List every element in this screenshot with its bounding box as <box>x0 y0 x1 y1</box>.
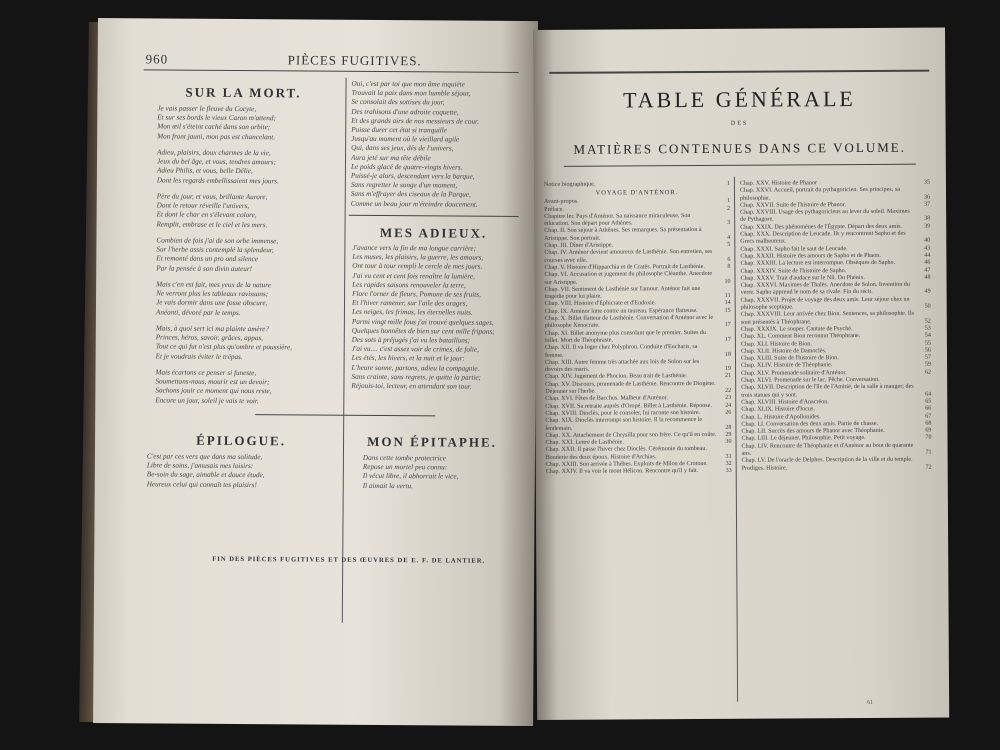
colophon: FIN DES PIÈCES FUGITIVES ET DES ŒUVRES DE E. F. DE LANTIER. <box>212 555 486 565</box>
toc-entry <box>545 381 731 397</box>
toc-entry-page: 22 <box>725 387 732 394</box>
toc-entry-text: Chap. III. Dîner d'Aristippe. <box>544 242 614 250</box>
toc-entry-page: 44 <box>924 252 931 259</box>
toc-entry <box>740 187 930 203</box>
toc-entry <box>742 457 932 473</box>
toc-entry <box>545 329 731 345</box>
toc-entry <box>545 315 731 331</box>
toc-entry-text: Chap. XXIV. Il va voir le mont Hélicon. Rencontre qu'il y fait. <box>545 468 699 476</box>
title-bottom-rule <box>564 164 916 167</box>
toc-entry <box>544 227 730 243</box>
toc-entry-page: 8 <box>727 263 731 270</box>
toc-entry-text: Chap. XXV. Histoire de Phanor <box>739 180 818 187</box>
mes-adieux-title: MES ADIEUX. <box>379 224 488 241</box>
toc-entry-text: Chap. XLVI. Promenade sur le lac. Pêche. Conversation. <box>741 376 880 384</box>
title-top-rule <box>549 70 929 74</box>
toc-entry <box>545 417 731 433</box>
mon-epitaphe-title: MON ÉPITAPHE. <box>367 433 497 450</box>
top-right-stanza: Oui, c'est par toi que mon âme inquiète Trouvait la paix dans mon humble séjour, Se consolait des sottises du jour, Des trahisons d'une adroite coquette, Et des grands airs de nos messieurs de cour. Puisse durer cet état si tranquille Jusqu'au moment où le vieillard agile Qui, dans ses jeux, dés de l'univers, Aura jeté sur ma tête débile Le poids glacé de quatre-vingts hivers. Puissé-je alors, descendant vers la barque, Sans regretter le songe d'un moment, Sans m'effrayer des ciseaux de la Parque, Comme un beau jour m'éteindre doucement. <box>350 79 479 209</box>
toc-entry-text: Chap. XL. Comment Bion reconnut Théophrane. <box>740 333 861 340</box>
sur-la-mort-stanza-6: Mais, à quoi sert ici ma plainte amère? Princes, héros, savoir, grâces, appas, Tout ce qui fut n'est plus qu'ombre et poussière, Et je voudrais éviter le trépas. <box>155 324 292 361</box>
toc-entry-text: Chap. XXIII. Son arrivée à Thèbes. Exploits de Milon de Crotone. <box>545 460 708 468</box>
toc-entry-page: 38 <box>924 216 931 223</box>
toc-entry-text: Chap. XVIII. Dioclès, pour le consoler, lui raconte son histoire. <box>545 409 701 417</box>
toc-entry-text: Chap. XLVIII. Histoire d'Anacréon. <box>741 399 829 406</box>
toc-entry-text: Chap. XXVII. Suite de l'histoire de Phanor. <box>740 201 846 209</box>
toc-entry-text: Chap. XXX. Description de Leucade. Ils y rencontrent Sapho et des Grecs malheureux. <box>740 230 906 246</box>
toc-entry-text: Chap. XLVII. Description de l'île de l'Amitié, de la salle à manger; des trois statues qui y sont. <box>741 383 914 399</box>
toc-entry-page: 26 <box>725 409 732 416</box>
toc-entry-text: Chap. XXII. Il passe l'hiver chez Dioclès. Cérémonie du tombeau. Bouderie des deux époux. Histoire d'Archias. <box>545 446 707 461</box>
toc-entry-page: 66 <box>925 405 932 412</box>
toc-entry-text: Chap. XXXII. Histoire des amours de Sapho et de Phaon. <box>740 252 881 260</box>
sur-la-mort-stanza-2: Adieu, plaisirs, doux charmes de la vie, Jeux du bel âge, et vous, tendres amours; Adieu Philis, et vous, belle Délie, Dont les regards embellissaient mes jours. <box>156 148 279 185</box>
toc-entry-page: 30 <box>725 438 732 445</box>
toc-entry <box>546 468 732 476</box>
toc-entry-page: 1 <box>726 180 730 187</box>
toc-entry <box>544 213 730 229</box>
toc-entry-text: Chap. XXXV. Trait d'audace sur le Nil. Du Phénix. <box>740 274 866 282</box>
toc-entry-text: Chap. XXXVIII. Leur arrivée chez Bion. Sentences, sa philosophie. Ils sont présentés à Théophrane. <box>740 311 915 326</box>
toc-entry-text: Chap. XLIV. Histoire de Théophanie. <box>741 362 833 370</box>
toc-entry <box>741 282 931 298</box>
toc-left-column <box>544 181 732 477</box>
toc-entry-text: Chap. XVI. Fêtes de Bacchus. Malheur d'Anténor. <box>545 395 668 403</box>
toc-entry-text: Chap. XXXI. Sapho fait le saut de Leucade. <box>740 245 848 253</box>
toc-entry-text: Chap. IV. Anténor devient amoureux de Lasthénie. Son entretien, ses courses avec elle. <box>544 249 713 264</box>
toc-entry-text: Chap. XXVIII. Usage des pythagoriciens au lever du soleil. Maximes de Pythagore. <box>740 208 910 224</box>
toc-entry-page: 67 <box>925 413 932 420</box>
footer-number: 61 <box>867 699 874 706</box>
toc-entry-text: Chap. LV. De l'oracle de Delphes. Description de la ville et du temple. Prodiges. Histoire. <box>741 456 913 472</box>
toc-entry-text: Chap. XLIX. Histoire d'Iocus. <box>741 406 815 413</box>
toc-entry-page: 23 <box>725 395 732 402</box>
toc-entry-page: 71 <box>925 449 932 456</box>
toc-entry <box>546 446 732 462</box>
toc-entry-text: Chapitre Ier. Pays d'Anténor. Sa naissance miraculeuse. Son éducation. Son départ pour Athènes. <box>544 212 691 228</box>
toc-entry-page: 10 <box>724 278 731 285</box>
toc-entry-text: Chap. XXXVII. Projet de voyage des deux amis. Leur séjour chez un philosophe sceptique. <box>740 296 910 311</box>
running-head: PIÈCES FUGITIVES. <box>287 52 422 69</box>
epilogue-title: ÉPILOGUE. <box>196 432 287 449</box>
toc-entry-page: 52 <box>924 318 931 325</box>
toc-entry-page: 55 <box>924 340 931 347</box>
toc-entry <box>742 442 932 458</box>
toc-entry-page: 69 <box>925 427 932 434</box>
toc-entry-page: 40 <box>924 237 931 244</box>
toc-entry-text: Chap. XIX. Dioclès interrompt son histoire. Il la recommence le lendemain. <box>545 417 703 432</box>
sur-la-mort-title: SUR LA MORT. <box>185 84 302 101</box>
toc-entry <box>741 311 931 327</box>
toc-entry-page: 50 <box>924 303 931 310</box>
toc-entry-text: Chap. XLV. Promenade solitaire d'Anténor. <box>741 369 847 377</box>
right-page <box>533 27 949 720</box>
toc-entry-page: 1 <box>726 198 731 205</box>
mes-adieux-text: J'avance vers la fin de ma longue carrière; Les muses, les plaisirs, la guerre, les amours, Ont tour à tour rempli le cercle de mes jours. J'ai vu cent et cent fois renaître la lumière, Les rapides saisons renouveler la terre, Flore l'orner de fleurs, Pomone de ses fruits, Et l'hiver ramener, sur l'aile des orages, Les neiges, les frimas, les éternelles nuits. Parmi vingt mille fous j'ai trouvé quelques sages, Quelques honnêtes de bien sur cent mille fripons; Des sots à préjugés j'ai vu les bataillons; J'ai vu.... c'est assez voir de crimes, de folie, Les étés, les hivers, et la nuit et le jour: L'heure sonne, partons, adieu la compagnie. Sans crainte, sans regrets, je quitte la partie; Réjouis-toi, lecteur, en attendant son tour. <box>351 243 495 391</box>
toc-entry-page: 64 <box>925 391 932 398</box>
toc-entry-text: Notice biographique. <box>543 181 596 188</box>
toc-entry-text: Chap. XXXIV. Suite de l'histoire de Sapho. <box>740 267 847 275</box>
toc-entry-page: 19 <box>724 365 732 372</box>
toc-entry-page: 18 <box>724 351 732 358</box>
toc-entry-page: 48 <box>924 274 931 281</box>
toc-entry-page: 28 <box>725 424 732 431</box>
toc-entry-text: Chap. L. Histoire d'Apollonides. <box>741 413 821 421</box>
toc-entry-text: Chap. XLII. Histoire de Damoclès. <box>740 348 827 355</box>
sur-la-mort-stanza-7: Mais écartons ce penser si funeste, Soumettons-nous, mourir est un devoir; Sachons jouir ce moment qui nous reste, Encore un jour, soleil je vais te voir. <box>155 368 272 405</box>
mon-epitaphe-text: Dans cette tombe protectrice Repose un mortel peu connu: Il vécut libre, il abhorrait le vice, Il aimait la vertu. <box>362 453 459 490</box>
toc-entry-text: Chap. LI. Conversation des deux amis. Partie de chasse. <box>741 420 879 428</box>
toc-entry <box>545 286 731 302</box>
toc-entry-text: Chap. XXVI. Accueil, portrait du pythagoricien. Ses principes, sa philosophie. <box>739 187 900 202</box>
toc-entry-page: 37 <box>923 201 931 208</box>
toc-entry-page: 65 <box>925 398 932 405</box>
toc-entry-page: 39 <box>924 223 931 230</box>
toc-entry <box>545 359 731 375</box>
toc-entry-page: 17 <box>724 336 731 343</box>
toc-entry-text: Chap. X. Billet flatteur de Lasthénie. Conversation d'Anténor avec le philosophe Xénocrate. <box>544 314 714 330</box>
toc-entry-page: 4 <box>727 234 731 241</box>
sur-la-mort-stanza-3: Père du jour, et vous, brillante Aurore, Dont le retour réveille l'univers, Et dont le char en s'élevant colore, Remplit, embrase et le ciel et les mers. <box>156 192 268 229</box>
toc-entry <box>740 231 930 247</box>
toc-entry-text: Chap. LII. Succès des amours de Phanor avec Théophanie. <box>741 427 885 435</box>
toc-entry-text: Chap. XX. Attachement de Chrysilla pour son frère. Ce qu'il en coûte. <box>545 431 717 439</box>
toc-entry-text: Chap. VIII. Histoire d'Ephicrate et d'Eudoxie. <box>544 300 657 308</box>
toc-entry-page: 14 <box>724 300 731 307</box>
toc-entry-page: 32 <box>725 460 732 467</box>
toc-entry-page: 29 <box>725 431 732 438</box>
toc-entry-page: 59 <box>924 361 932 369</box>
toc-entry-text: Chap. VI. Accusation et jugement du philosophe Cléanthe. Anecdote sur Aristippe. <box>544 271 713 286</box>
toc-entry-text: Chap. XLIII. Suite de l'histoire de Bion. <box>740 355 839 362</box>
toc-entry-text: Chap. XVII. Sa retraite auprès d'Oropé. Billet à Lasthénie. Réponse. <box>545 402 712 410</box>
toc-entry-text: Chap. V. Histoire d'Hipparchia et de Cratès. Portrait de Lasthénie. <box>544 263 705 271</box>
toc-entry-text: Chap. XIV. Jugement de Phocion. Beau trait de Lasthénie. <box>545 373 688 381</box>
sur-la-mort-stanza-5: Mais c'en est fait, mes yeux de la nature Ne verront plus les tableaux ravissans; Je vais dormir dans une fosse obscure, Anéanti, dévoré par le temps. <box>155 280 272 317</box>
toc-entry-page: 47 <box>924 267 931 274</box>
toc-entry-text: Chap. XXI. Lettre de Lasthénie. <box>545 439 624 447</box>
toc-entry-page: 31 <box>725 453 732 460</box>
toc-entry-page: 62 <box>924 369 932 376</box>
toc-entry <box>545 344 731 360</box>
ornament-rule <box>255 414 435 416</box>
toc-entry-page: 3 <box>727 219 731 227</box>
toc-entry-text: Chap. XXXVI. Maximes de Thalès. Anecdote de Solon. Invention du verre. Sapho apprend le nom de sa rivale. Fin du récit. <box>740 281 910 297</box>
toc-entry-text: Avant-propos. <box>544 199 579 206</box>
header-rule <box>144 69 519 73</box>
toc-entry-page: 68 <box>925 420 932 427</box>
toc-entry-page: 35 <box>923 179 930 186</box>
toc-entry-text: Chap. XXXIII. La lecture est interrompue. Obsèques de Sapho. <box>740 260 896 268</box>
toc-entry-page: 21 <box>725 373 732 380</box>
toc-entry-page: 72 <box>925 464 932 471</box>
sur-la-mort-stanza-1: Je vais passer le fleuve du Cocyte, Et sur ses bords le vieux Caron m'attend; Mon œil s'éteint caché dans son orbite; Mon front jauni, mon pas est chancelant. <box>157 104 276 141</box>
table-title-des: DES <box>730 120 749 127</box>
column-divider <box>342 78 347 623</box>
toc-entry-page: 17 <box>724 322 731 329</box>
toc-entry-page: 33 <box>725 468 732 475</box>
adieux-rule <box>349 215 519 217</box>
toc-entry-text: Chap. XIII. Autre femme très attachée aux lois de Solon sur les devoirs des maris. <box>545 358 700 374</box>
toc-entry-text: Chap. XXIX. Des phénomènes de l'Égypte. Départ des deux amis. <box>740 223 902 231</box>
toc-entry-text: Chap. XII. Il va loger chez Polyphron. Conduite d'Eucharis, sa femme. <box>544 344 698 359</box>
toc-right-column <box>740 180 932 473</box>
toc-entry-page: 53 <box>924 325 931 332</box>
toc-entry-page: 70 <box>925 434 932 442</box>
table-title: TABLE GÉNÉRALE <box>622 86 856 113</box>
toc-column-divider <box>734 177 738 702</box>
toc-entry-page: 6 <box>727 256 731 263</box>
toc-entry-text: Chap. XXXIX. Le souper. Cantate de Psyché. <box>740 325 853 333</box>
toc-entry-text: Préface. <box>544 206 564 213</box>
epilogue-text: C'est par ces vers que dans ma solitude, Libre de soins, j'amusais mes loisirs: Be-soin du sage, aimable et douce étude, Heureux celui qui connaît tes plaisirs! <box>146 452 265 489</box>
toc-entry-page: 15 <box>724 307 731 314</box>
toc-entry <box>544 271 730 287</box>
toc-entry-text: Chap. XLI. Histoire de Bion. <box>740 340 812 348</box>
toc-section-label: VOYAGE D'ANTÉNOR. <box>595 189 679 197</box>
toc-entry <box>741 296 931 312</box>
left-page <box>93 18 538 726</box>
toc-entry-page: 36 <box>923 194 931 201</box>
toc-entry-text: Chap. VII. Sentiment de Lasthénie sur l'amour. Anténor fait une tragédie pour lui plaire. <box>544 285 701 301</box>
toc-entry-text: Chap. LIII. Le déjeuner. Philosophie. Petit voyage. <box>741 435 866 443</box>
sur-la-mort-stanza-4: Combien de fois j'ai de son orbe immense, Sur l'herbe assis contemplé la splendeur, Et remonté dans un pro ond silence Par la pensée à son divin auteur! <box>156 236 279 273</box>
toc-entry-text: Chap. IX. Anténor lutte contre un taureau. Espérance flatteuse. <box>544 307 698 315</box>
toc-entry <box>544 249 730 265</box>
toc-entry <box>741 384 931 400</box>
toc-entry-page: 43 <box>924 245 931 252</box>
toc-entry <box>740 209 930 225</box>
toc-entry-text: Chap. II. Son séjour à Athènes. Ses remarques. Sa présentation à Aristippe. Son portrait. <box>544 227 702 242</box>
toc-entry-page: 5 <box>727 241 731 248</box>
toc-entry-page: 49 <box>924 289 931 296</box>
toc-entry-page: 56 <box>924 347 931 354</box>
table-subtitle: MATIÈRES CONTENUES DANS CE VOLUME. <box>573 139 907 157</box>
toc-entry-page: 57 <box>924 354 932 361</box>
toc-entry-page: 24 <box>725 402 732 409</box>
page-number: 960 <box>145 51 169 67</box>
toc-entry-page: 54 <box>924 332 931 339</box>
toc-entry <box>544 181 730 189</box>
toc-entry-text: Chap. LIV. Rencontre de Théophanie et d'Anténor au bout de quarante ans. <box>741 442 914 457</box>
toc-entry-text: Chap. XI. Billet anonyme plus consolant que le premier. Suites du billet. Mort de Théophraste. <box>544 329 707 344</box>
toc-entry-page: 11 <box>724 292 731 299</box>
toc-entry-page: 46 <box>924 259 931 266</box>
toc-entry-text: Chap. XV. Discours, promenade de Lasthénie. Rencontre de Diogène. Déjeuner sur l'herbe. <box>545 380 716 395</box>
toc-entry-page: 2 <box>727 205 731 212</box>
